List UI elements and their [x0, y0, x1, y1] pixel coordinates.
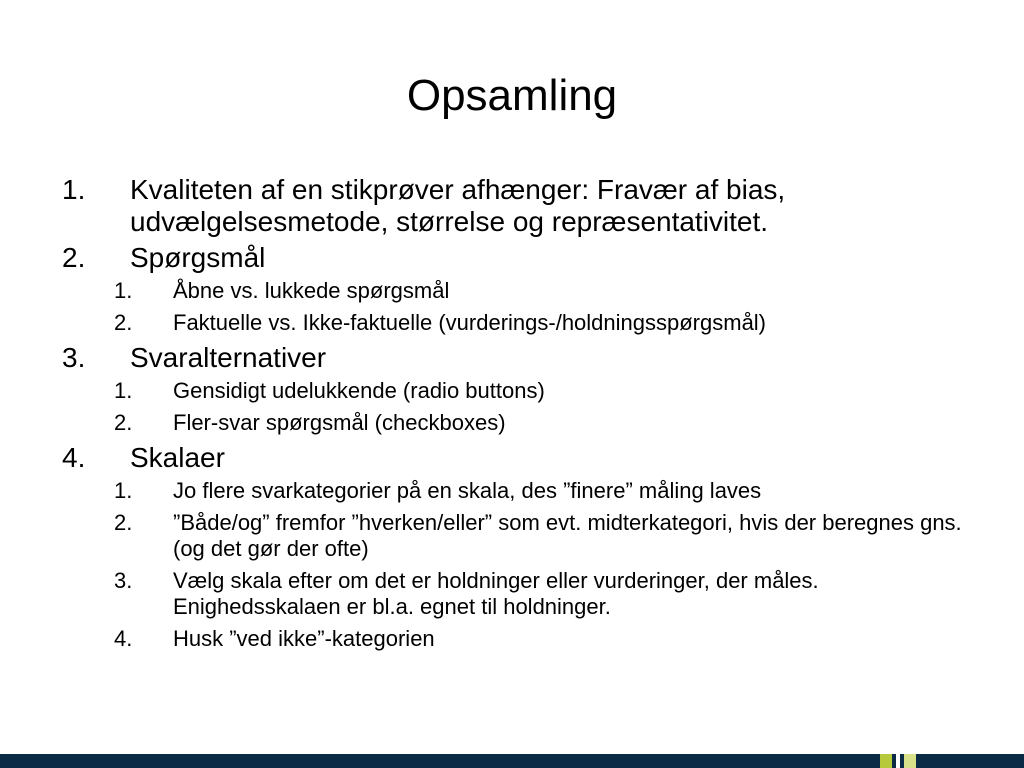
subitem-number: 3. [114, 568, 133, 593]
slide-title: Opsamling [406, 71, 618, 120]
sub-list-item [62, 278, 962, 304]
subitem-text: Jo flere svarkategorier på en skala, des ”finere” måling laves [173, 478, 762, 503]
subitem-text: Faktuelle vs. Ikke-faktuelle (vurderings-/holdningsspørgsmål) [173, 310, 767, 335]
footer-accent-block [904, 754, 916, 768]
footer-accent-block [880, 754, 892, 768]
sub-list-item [62, 510, 962, 562]
item-text: Kvaliteten af en stikprøver afhænger: Fravær af bias, udvælgelsesmetode, størrelse og repræsentativitet. [130, 174, 786, 237]
footer-bar [0, 754, 1024, 768]
subitem-number: 1. [114, 278, 133, 303]
sub-list-item [62, 626, 962, 652]
subitem-text: ”Både/og” fremfor ”hverken/eller” som evt. midterkategori, hvis der beregnes gns. (og det gør der ofte) [173, 510, 962, 561]
list-item [62, 442, 962, 474]
subitem-text: Gensidigt udelukkende (radio buttons) [173, 378, 545, 403]
item-text: Skalaer [130, 442, 225, 473]
footer-accent-gap [896, 754, 900, 768]
subitem-text: Vælg skala efter om det er holdninger eller vurderinger, der måles. Enighedsskalaen er bl.a. egnet til holdninger. [173, 568, 819, 619]
item-number: 3. [62, 342, 86, 373]
list-item [62, 342, 962, 374]
subitem-number: 2. [114, 310, 133, 335]
sub-list-item [62, 378, 962, 404]
item-text: Svaralternativer [130, 342, 327, 373]
item-number: 2. [62, 242, 86, 273]
subitem-number: 4. [114, 626, 133, 651]
subitem-number: 1. [114, 378, 133, 403]
subitem-number: 2. [114, 410, 133, 435]
list-item [62, 174, 962, 238]
subitem-text: Fler-svar spørgsmål (checkboxes) [173, 410, 506, 435]
list-item [62, 242, 962, 274]
sub-list-item [62, 410, 962, 436]
subitem-text: Åbne vs. lukkede spørgsmål [173, 278, 450, 303]
subitem-number: 2. [114, 510, 133, 535]
item-number: 4. [62, 442, 86, 473]
subitem-number: 1. [114, 478, 133, 503]
item-number: 1. [62, 174, 86, 205]
sub-list-item [62, 310, 962, 336]
sub-list-item [62, 478, 962, 504]
slide-body [62, 174, 962, 658]
sub-list-item [62, 568, 962, 620]
item-text: Spørgsmål [130, 242, 266, 273]
subitem-text: Husk ”ved ikke”-kategorien [173, 626, 435, 651]
